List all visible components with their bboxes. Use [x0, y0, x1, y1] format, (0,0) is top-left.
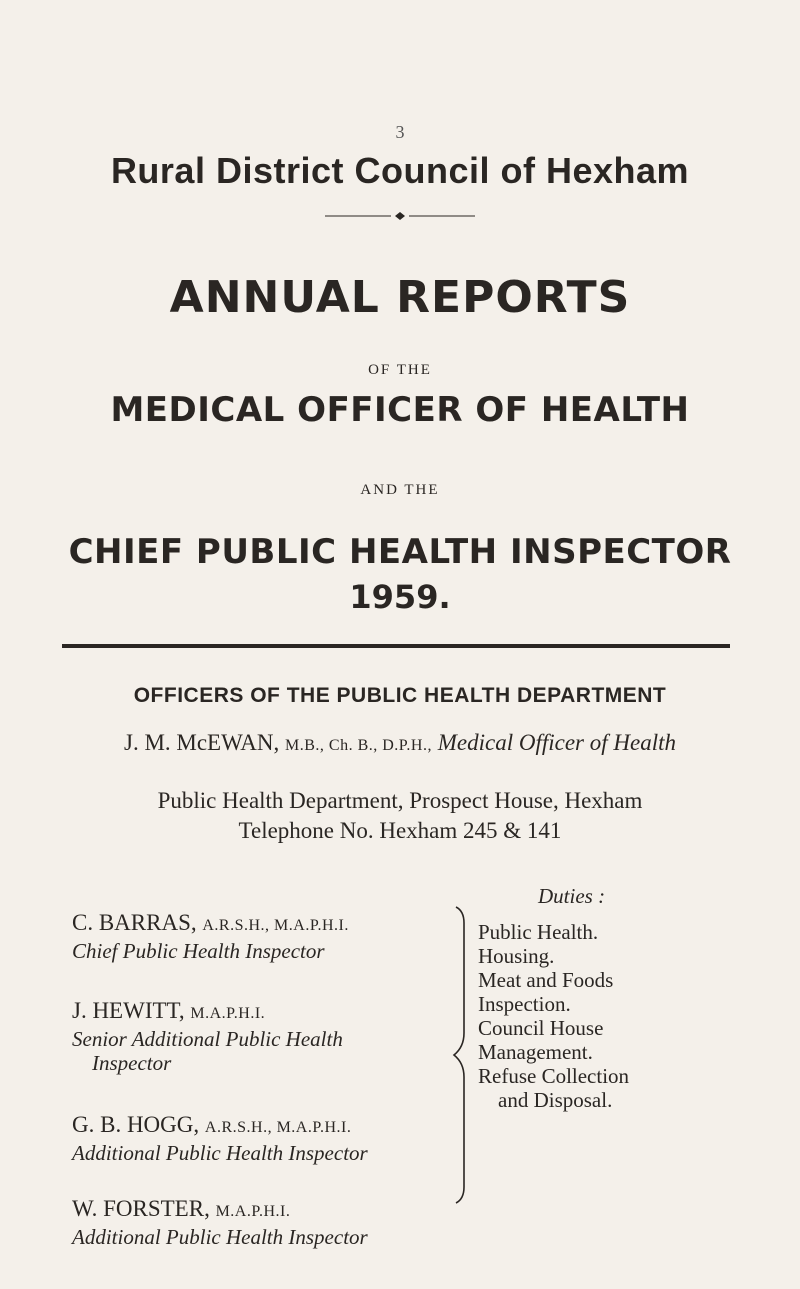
staff-qualifications: A.R.S.H., M.A.P.H.I. — [204, 1119, 352, 1136]
report-year: 1959. — [349, 578, 451, 616]
staff-qualifications: A.R.S.H., M.A.P.H.I. — [202, 917, 349, 934]
and-the-text: AND THE — [360, 482, 440, 498]
duty-item: Public Health. — [478, 920, 599, 944]
chief-inspector-heading: CHIEF PUBLIC HEALTH INSPECTOR — [68, 532, 732, 572]
officers-heading: OFFICERS OF THE PUBLIC HEALTH DEPARTMENT — [133, 684, 667, 707]
staff-name: C. BARRAS, — [72, 910, 197, 935]
medical-officer-line — [0, 730, 800, 756]
duties-label: Duties : — [538, 884, 606, 908]
duty-item: Refuse Collection — [478, 1064, 630, 1088]
staff-qualifications: M.A.P.H.I. — [215, 1203, 291, 1220]
staff-role: Additional Public Health Inspector — [72, 1141, 368, 1165]
staff-role: Chief Public Health Inspector — [72, 939, 325, 963]
staff-role: Additional Public Health Inspector — [72, 1225, 368, 1249]
staff-qualifications: M.A.P.H.I. — [190, 1005, 266, 1022]
staff-entry — [72, 1196, 368, 1249]
duty-item: and Disposal. — [498, 1088, 613, 1112]
medical-officer-title: Medical Officer of Health — [437, 730, 676, 755]
staff-entry — [72, 998, 343, 1075]
staff-role: Senior Additional Public Health — [72, 1027, 343, 1051]
staff-entry — [72, 1112, 368, 1165]
staff-entry — [72, 910, 349, 963]
address-block — [0, 786, 800, 846]
duties-list — [478, 920, 629, 1112]
of-the-text: OF THE — [368, 362, 432, 378]
horizontal-rule — [62, 644, 730, 648]
duty-item: Council House — [478, 1016, 604, 1040]
council-title: Rural District Council of Hexham — [110, 150, 690, 191]
staff-name: G. B. HOGG, — [72, 1112, 200, 1137]
page-number: 3 — [395, 122, 405, 142]
duty-item: Meat and Foods — [478, 968, 614, 992]
duty-item: Management. — [478, 1040, 593, 1064]
medical-officer-qualifications: M.B., Ch. B., D.P.H., — [285, 737, 432, 754]
brace-icon — [448, 905, 476, 1205]
medical-officer-heading: MEDICAL OFFICER OF HEALTH — [110, 390, 690, 430]
telephone-line: Telephone No. Hexham 245 & 141 — [238, 818, 562, 843]
staff-role-continued: Inspector — [92, 1051, 172, 1075]
staff-name: W. FORSTER, — [72, 1196, 210, 1221]
duty-item: Housing. — [478, 944, 555, 968]
staff-name: J. HEWITT, — [72, 998, 185, 1023]
duty-item: Inspection. — [478, 992, 571, 1016]
medical-officer-name: J. M. McEWAN, — [124, 730, 280, 755]
address-line: Public Health Department, Prospect House, Hexham — [157, 788, 643, 813]
report-title: ANNUAL REPORTS — [169, 272, 631, 323]
ornament-divider — [325, 212, 475, 220]
